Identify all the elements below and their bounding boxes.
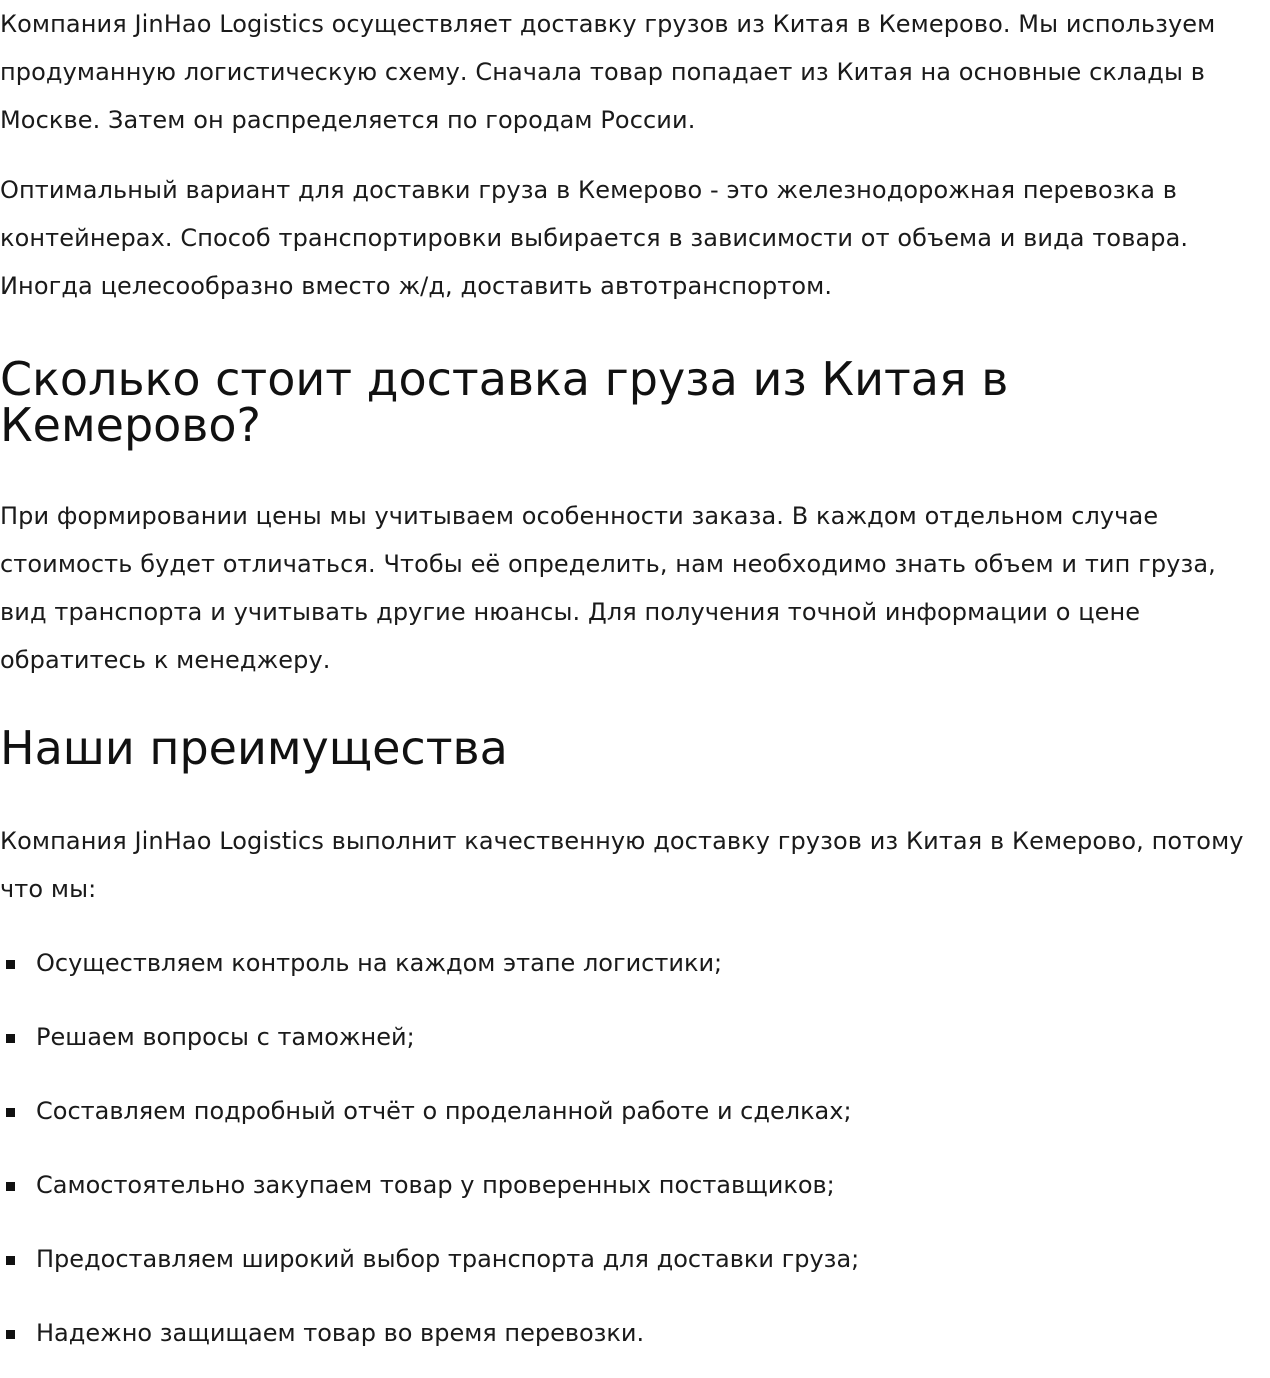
list-item-text: Решаем вопросы с таможней;	[36, 1023, 415, 1051]
advantages-intro: Компания JinHao Logistics выполнит качественную доставку грузов из Китая в Кемерово, потому что мы:	[0, 827, 1244, 903]
intro-paragraph-2: Оптимальный вариант для доставки груза в Кемерово - это железнодорожная перевозка в контейнерах. Способ транспортировки выбирается в зависимости от объема и вида товара. Иногда целесообразно вместо ж/д, доставить автотранспортом.	[0, 176, 1189, 300]
list-item	[0, 939, 1270, 987]
cost-heading: Сколько стоит доставка груза из Китая в Кемерово?	[0, 352, 1009, 452]
square-bullet-icon	[6, 1182, 15, 1191]
list-item	[0, 1087, 1270, 1135]
square-bullet-icon	[6, 960, 15, 969]
list-item	[0, 1309, 1270, 1357]
square-bullet-icon	[6, 1108, 15, 1117]
list-item-text: Самостоятельно закупаем товар у проверенных поставщиков;	[36, 1171, 835, 1199]
list-item	[0, 1161, 1270, 1209]
intro-paragraph-1: Компания JinHao Logistics осуществляет доставку грузов из Китая в Кемерово. Мы используем продуманную логистическую схему. Сначала товар попадает из Китая на основные склады в Москве. Затем он распределяется по городам России.	[0, 10, 1216, 134]
advantages-list	[0, 939, 1270, 1357]
list-item-text: Осуществляем контроль на каждом этапе логистики;	[36, 949, 723, 977]
advantages-heading: Наши преимущества	[0, 721, 508, 775]
square-bullet-icon	[6, 1034, 15, 1043]
square-bullet-icon	[6, 1256, 15, 1265]
cost-paragraph: При формировании цены мы учитываем особенности заказа. В каждом отдельном случае стоимость будет отличаться. Чтобы её определить, нам необходимо знать объем и тип груза, вид транспорта и учитывать другие нюансы. Для получения точной информации о цене обратитесь к менеджеру.	[0, 502, 1216, 674]
square-bullet-icon	[6, 1330, 15, 1339]
list-item-text: Надежно защищаем товар во время перевозки.	[36, 1319, 645, 1347]
list-item	[0, 1013, 1270, 1061]
list-item-text: Предоставляем широкий выбор транспорта для доставки груза;	[36, 1245, 860, 1273]
list-item-text: Составляем подробный отчёт о проделанной работе и сделках;	[36, 1097, 852, 1125]
list-item	[0, 1235, 1270, 1283]
